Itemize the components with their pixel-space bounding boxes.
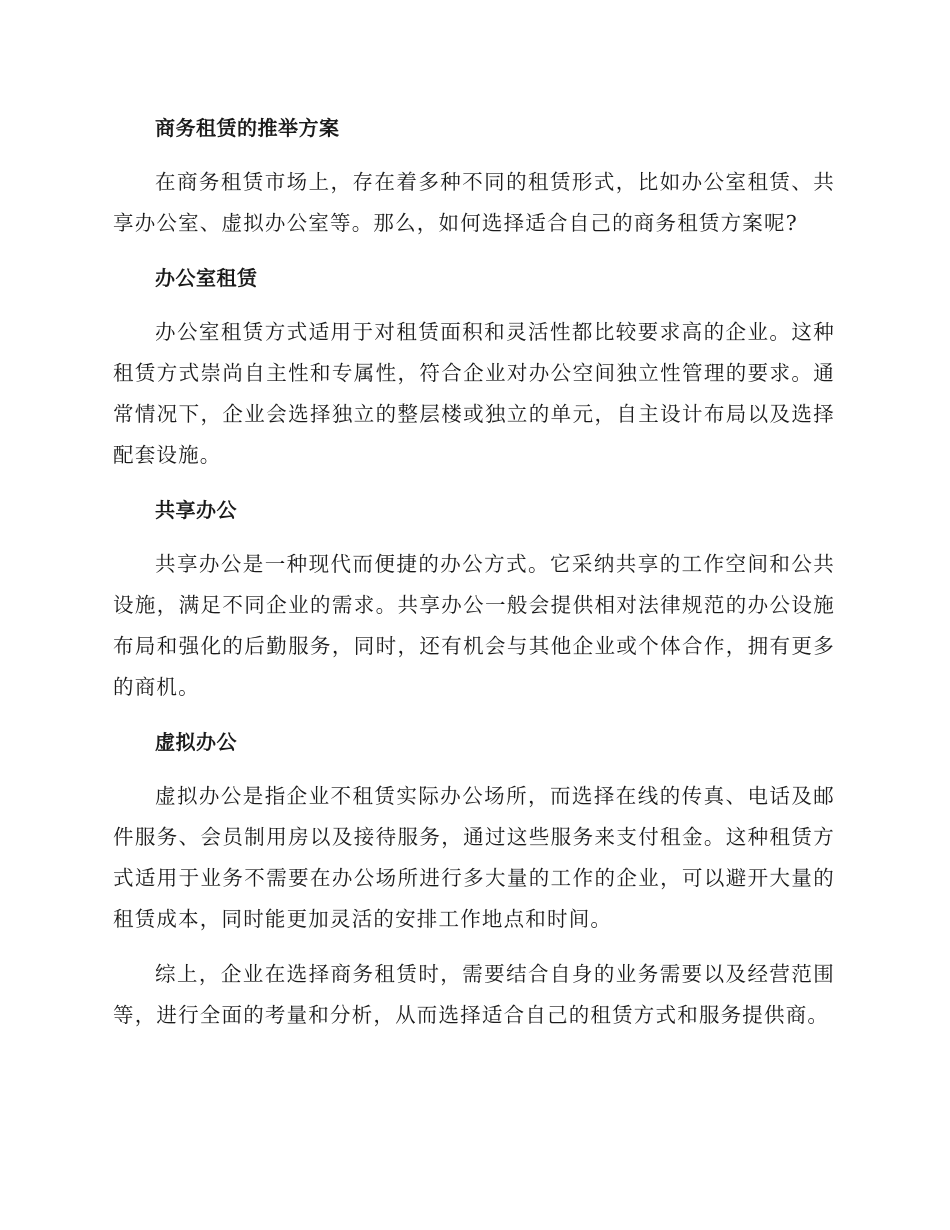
office-rental-paragraph: 办公室租赁方式适用于对租赁面积和灵活性都比较要求高的企业。这种租赁方式崇尚自主性和专属性，符合企业对办公空间独立性管理的要求。通常情况下，企业会选择独立的整层楼或独立的单元，自主设计布局以及选择配套设施。 [113, 320, 835, 467]
virtual-office-paragraph: 虚拟办公是指企业不租赁实际办公场所，而选择在线的传真、电话及邮件服务、会员制用房以及接待服务，通过这些服务来支付租金。这种租赁方式适用于业务不需要在办公场所进行多大量的工作的企业，可以避开大量的租赁成本，同时能更加灵活的安排工作地点和时间。 [113, 784, 835, 931]
section-heading-shared-office: 共享办公 [155, 498, 237, 522]
conclusion-paragraph: 综上，企业在选择商务租赁时，需要结合自身的业务需要以及经营范围等，进行全面的考量和分析，从而选择适合自己的租赁方式和服务提供商。 [113, 962, 835, 1027]
intro-paragraph: 在商务租赁市场上，存在着多种不同的租赁形式，比如办公室租赁、共享办公室、虚拟办公室等。那么，如何选择适合自己的商务租赁方案呢? [113, 170, 835, 235]
section-heading-main: 商务租赁的推举方案 [155, 116, 340, 140]
section-heading-office-rental: 办公室租赁 [155, 266, 258, 290]
document-body [113, 108, 835, 1050]
section-heading-virtual-office: 虚拟办公 [155, 730, 237, 754]
shared-office-paragraph: 共享办公是一种现代而便捷的办公方式。它采纳共享的工作空间和公共设施，满足不同企业的需求。共享办公一般会提供相对法律规范的办公设施布局和强化的后勤服务，同时，还有机会与其他企业或个体合作，拥有更多的商机。 [113, 552, 835, 699]
